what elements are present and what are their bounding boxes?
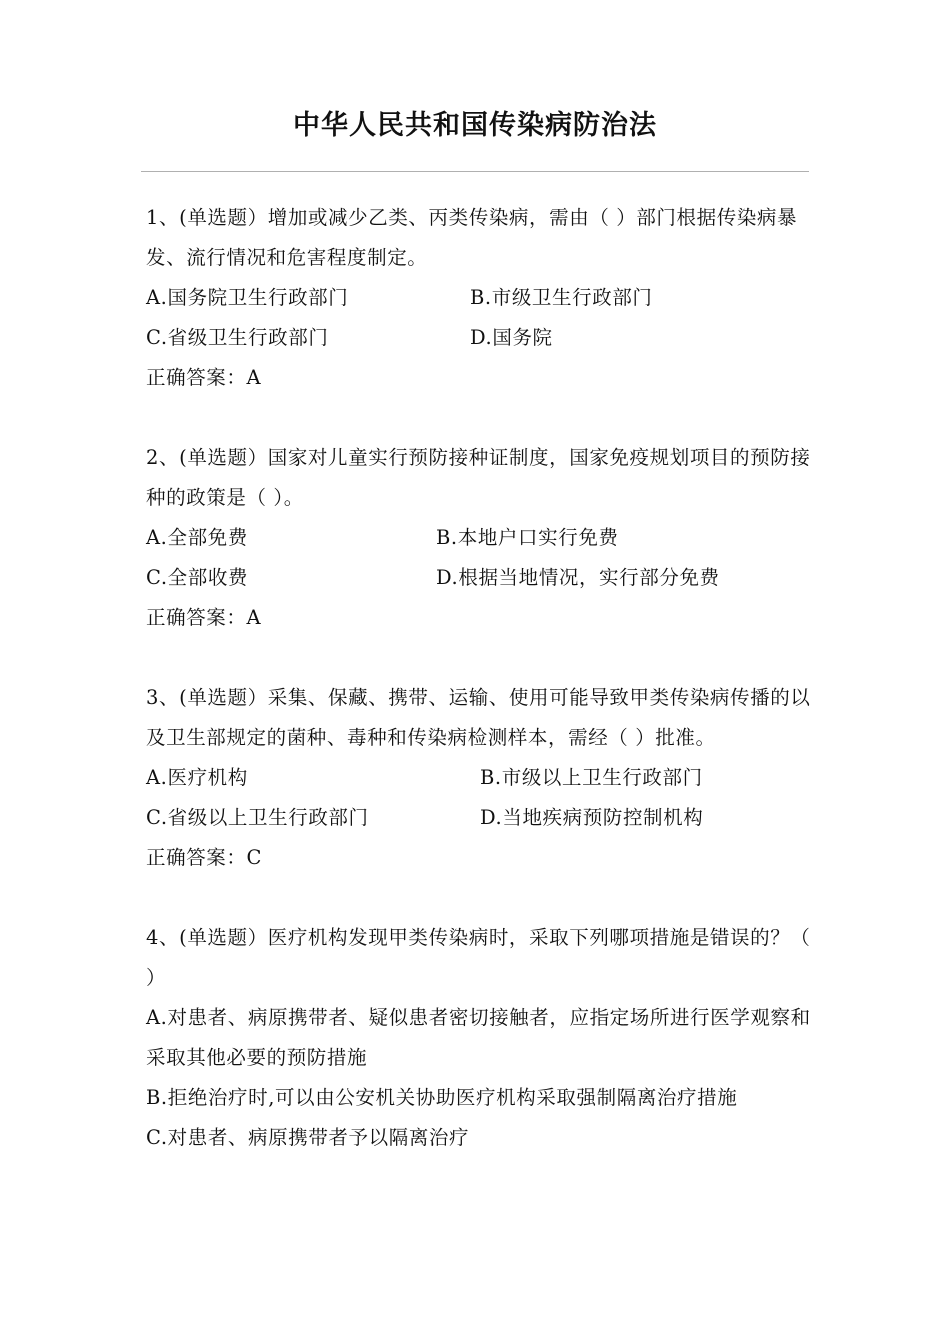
option-b: B.市级以上卫生行政部门 xyxy=(480,766,703,789)
document-title: 中华人民共和国传染病防治法 xyxy=(293,110,657,141)
correct-answer: 正确答案：A xyxy=(146,606,262,629)
question-1 xyxy=(146,198,814,398)
option-a: A.国务院卫生行政部门 xyxy=(146,286,349,309)
question-4 xyxy=(146,918,814,1158)
option-a: A.对患者、病原携带者、疑似患者密切接触者，应指定场所进行医学观察和采取其他必要的预防措施 xyxy=(146,1006,811,1069)
question-list xyxy=(146,198,814,1198)
question-2 xyxy=(146,438,814,638)
option-d: D.当地疾病预防控制机构 xyxy=(480,806,704,829)
option-b: B.市级卫生行政部门 xyxy=(470,286,653,309)
option-b: B.拒绝治疗时,可以由公安机关协助医疗机构采取强制隔离治疗措施 xyxy=(146,1086,738,1109)
question-stem: 3、(单选题）采集、保藏、携带、运输、使用可能导致甲类传染病传播的以及卫生部规定的菌种、毒种和传染病检测样本，需经（ ）批准。 xyxy=(146,686,811,749)
option-c: C.省级以上卫生行政部门 xyxy=(146,806,369,829)
options-row xyxy=(146,278,814,318)
correct-answer: 正确答案：C xyxy=(146,846,263,869)
question-stem: 1、(单选题）增加或减少乙类、丙类传染病，需由（ ）部门根据传染病暴发、流行情况和危害程度制定。 xyxy=(146,206,798,269)
option-d: D.根据当地情况，实行部分免费 xyxy=(436,566,720,589)
correct-answer: 正确答案：A xyxy=(146,366,262,389)
options-row xyxy=(146,318,814,358)
option-a: A.全部免费 xyxy=(146,526,248,549)
option-c: C.全部收费 xyxy=(146,566,249,589)
options-row xyxy=(146,798,814,838)
question-stem: 2、(单选题）国家对儿童实行预防接种证制度，国家免疫规划项目的预防接种的政策是（ ）。 xyxy=(146,446,811,509)
options-row xyxy=(146,758,814,798)
question-stem: 4、(单选题）医疗机构发现甲类传染病时，采取下列哪项措施是错误的？（ ） xyxy=(146,926,811,989)
option-b: B.本地户口实行免费 xyxy=(436,526,619,549)
options-row xyxy=(146,558,814,598)
title-divider xyxy=(141,171,809,172)
question-3 xyxy=(146,678,814,878)
option-d: D.国务院 xyxy=(470,326,553,349)
option-c: C.省级卫生行政部门 xyxy=(146,326,329,349)
option-c: C.对患者、病原携带者予以隔离治疗 xyxy=(146,1126,470,1149)
options-row xyxy=(146,518,814,558)
option-a: A.医疗机构 xyxy=(146,766,248,789)
